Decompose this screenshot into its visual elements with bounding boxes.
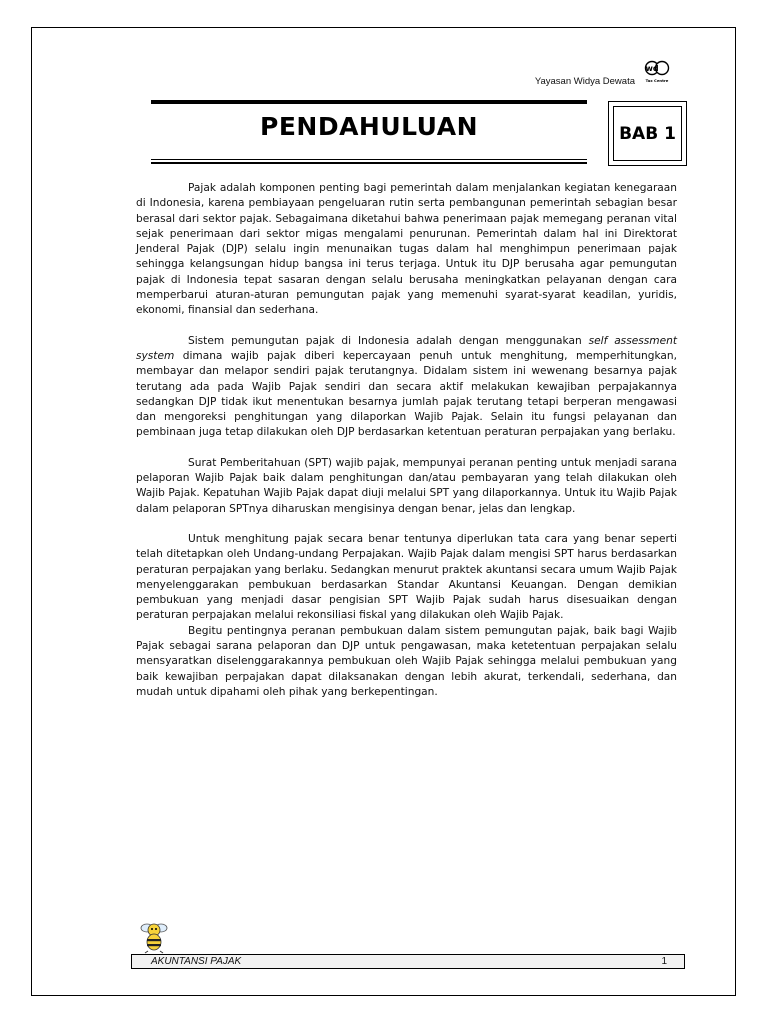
paragraph-2-italic: self assessment system — [136, 334, 677, 362]
logo-text: wd — [645, 64, 659, 73]
title-bottom-rule-thin — [151, 159, 587, 160]
footer-bar — [131, 954, 685, 969]
paragraph-4: Untuk menghitung pajak secara benar tentunya diperlukan tata cara yang benar seperti telah ditetapkan oleh Undang-undang Perpajakan. Wajib Pajak dalam mengisi SPT harus berdasarkan peraturan perpajakan yang berlaku. Sedangkan menurut praktek akuntansi secara umum Wajib Pajak menyelenggarakan pembukuan berdasarkan Standar Akuntansi Keuangan. Dengan demikian pembukuan yang menjadi dasar pengisian SPT Wajib Pajak sudah harus disesuaikan dengan peraturan perpajakan melalui rekonsiliasi fiskal yang dilakukan oleh Wajib Pajak. — [136, 532, 677, 622]
logo-subtext: Tax Centre — [645, 78, 669, 83]
title-block — [151, 100, 587, 164]
chapter-box — [608, 101, 687, 166]
paragraph-2-end: dimana wajib pajak diberi kepercayaan penuh untuk menghitung, memperhitungkan, membayar dan melapor sendiri pajak terutangnya. Didalam sistem ini wewenang besarnya pajak terutang ada pada Wajib Pajak sendiri dan secara aktif melakukan kewajiban perpajakannya sedangkan DJP tidak ikut menentukan besarnya jumlah pajak terutang tetapi berperan mengawasi dan mengoreksi penghitungan yang dilaporkan Wajib Pajak. Selain itu fungsi pelayanan dan pembinaan juga tetap dilakukan oleh DJP berdasarkan ketentuan peraturan perpajakan yang berlaku. — [136, 349, 677, 439]
footer-title: AKUNTANSI PAJAK — [151, 956, 242, 967]
paragraph-1: Pajak adalah komponen penting bagi pemerintah dalam menjalankan kegiatan kenegaraan di Indonesia, karena pembiayaan pengeluaran rutin serta pembangunan pemerintah sebagian besar berasal dari sektor pajak. Sebagaimana diketahui bahwa penerimaan pajak memegang peranan vital sejak penerimaan dari sektor migas mengalami penurunan. Pemerintah dalam hal ini Direktorat Jenderal Pajak (DJP) selalu ingin menunaikan tugas dalam hal menghimpun penerimaan pajak sehingga kelangsungan hidup bangsa ini terus terjaga. Untuk itu DJP berusaha agar pemungutan pajak di Indonesia tepat sasaran dengan selalu berusaha meningkatkan pelayanan dengan cara memperbarui aturan-aturan pemungutan pajak yang memenuhi syarat-syarat keadilan, yuridis, ekonomi, finansial dan sederhana. — [136, 182, 677, 317]
bee-mascot-icon — [136, 918, 172, 954]
paragraph-2-start: Sistem pemungutan pajak di Indonesia adalah dengan menggunakan — [188, 334, 589, 347]
paragraph-2 — [136, 334, 677, 441]
organization-name: Yayasan Widya Dewata — [534, 76, 635, 87]
title-bottom-rule — [151, 162, 587, 164]
body-text — [136, 181, 677, 700]
title-top-rule — [151, 100, 587, 104]
page-number: 1 — [661, 956, 667, 967]
chapter-label: BAB 1 — [613, 106, 682, 161]
paragraph-3: Surat Pemberitahuan (SPT) wajib pajak, mempunyai peranan penting untuk menjadi sarana pelaporan Wajib Pajak baik dalam penghitungan dan/atau pembayaran yang telah dilakukan oleh Wajib Pajak. Kepatuhan Wajib Pajak dapat diuji melalui SPT yang dilaporkannya. Untuk itu Wajib Pajak dalam pelaporan SPTnya diharuskan mengisinya dengan benar, jelas dan lengkap. — [136, 456, 677, 515]
page-title: PENDAHULUAN — [260, 112, 478, 141]
wd-logo-icon — [643, 58, 671, 86]
paragraph-5: Begitu pentingnya peranan pembukuan dalam sistem pemungutan pajak, baik bagi Wajib Pajak sebagai sarana pelaporan dan DJP untuk pengawasan, maka ketetentuan perpajakan selalu mensyaratkan diselenggarakannya pembukuan oleh Wajib Pajak sehingga melalui pembukuan yang baik kewajiban perpajakan dapat dilaksanakan dengan lebih akurat, terkendali, sederhana, dan mudah untuk dipahami oleh pihak yang berkepentingan. — [136, 624, 677, 698]
